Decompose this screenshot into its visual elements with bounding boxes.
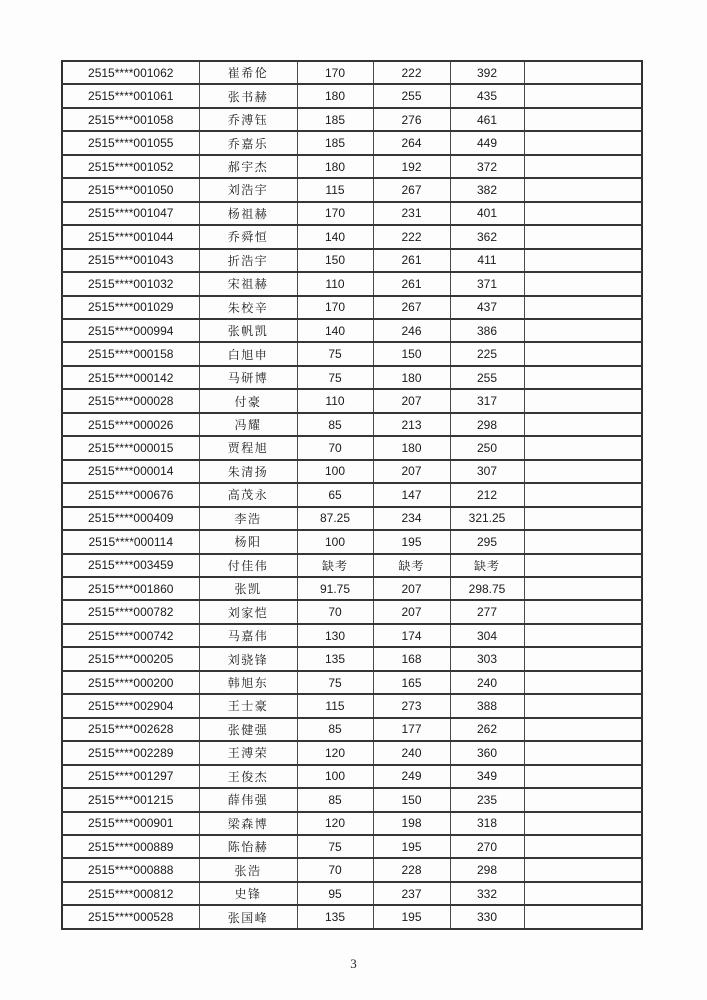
name-cell: 白旭申 bbox=[199, 342, 297, 365]
score1-cell: 115 bbox=[297, 178, 373, 201]
table-row bbox=[62, 84, 642, 107]
name-cell: 冯耀 bbox=[199, 413, 297, 436]
score2-cell: 207 bbox=[373, 577, 450, 600]
remark-cell bbox=[524, 249, 642, 272]
score1-cell: 100 bbox=[297, 530, 373, 553]
score2-cell: 273 bbox=[373, 694, 450, 717]
candidate-id-cell: 2515****000889 bbox=[62, 835, 199, 858]
total-cell: 362 bbox=[450, 225, 524, 248]
score2-cell: 165 bbox=[373, 671, 450, 694]
total-cell: 461 bbox=[450, 108, 524, 131]
name-cell: 宋祖赫 bbox=[199, 272, 297, 295]
score-table bbox=[61, 60, 643, 930]
total-cell: 277 bbox=[450, 600, 524, 623]
table-row bbox=[62, 202, 642, 225]
name-cell: 付佳伟 bbox=[199, 554, 297, 577]
candidate-id-cell: 2515****000528 bbox=[62, 905, 199, 929]
score1-cell: 135 bbox=[297, 647, 373, 670]
name-cell: 张凯 bbox=[199, 577, 297, 600]
score2-cell: 240 bbox=[373, 741, 450, 764]
score2-cell: 198 bbox=[373, 812, 450, 835]
candidate-id-cell: 2515****000409 bbox=[62, 507, 199, 530]
table-row bbox=[62, 600, 642, 623]
score2-cell: 261 bbox=[373, 272, 450, 295]
remark-cell bbox=[524, 530, 642, 553]
table-row bbox=[62, 272, 642, 295]
name-cell: 杨阳 bbox=[199, 530, 297, 553]
score1-cell: 135 bbox=[297, 905, 373, 929]
candidate-id-cell: 2515****001050 bbox=[62, 178, 199, 201]
score1-cell: 75 bbox=[297, 671, 373, 694]
score1-cell: 170 bbox=[297, 202, 373, 225]
score2-cell: 264 bbox=[373, 131, 450, 154]
candidate-id-cell: 2515****001215 bbox=[62, 788, 199, 811]
table-row bbox=[62, 671, 642, 694]
table-row bbox=[62, 530, 642, 553]
score2-cell: 249 bbox=[373, 765, 450, 788]
score1-cell: 115 bbox=[297, 694, 373, 717]
remark-cell bbox=[524, 178, 642, 201]
candidate-id-cell: 2515****001061 bbox=[62, 84, 199, 107]
score1-cell: 150 bbox=[297, 249, 373, 272]
score2-cell: 207 bbox=[373, 460, 450, 483]
name-cell: 张国峰 bbox=[199, 905, 297, 929]
remark-cell bbox=[524, 202, 642, 225]
table-row bbox=[62, 249, 642, 272]
table-row bbox=[62, 507, 642, 530]
remark-cell bbox=[524, 84, 642, 107]
remark-cell bbox=[524, 366, 642, 389]
name-cell: 付豪 bbox=[199, 389, 297, 412]
total-cell: 295 bbox=[450, 530, 524, 553]
table-row bbox=[62, 319, 642, 342]
score2-cell: 246 bbox=[373, 319, 450, 342]
table-row bbox=[62, 296, 642, 319]
score1-cell: 170 bbox=[297, 296, 373, 319]
candidate-id-cell: 2515****000742 bbox=[62, 624, 199, 647]
candidate-id-cell: 2515****000205 bbox=[62, 647, 199, 670]
score2-cell: 195 bbox=[373, 835, 450, 858]
table-row bbox=[62, 694, 642, 717]
candidate-id-cell: 2515****001062 bbox=[62, 61, 199, 84]
name-cell: 刘浩宇 bbox=[199, 178, 297, 201]
name-cell: 马嘉伟 bbox=[199, 624, 297, 647]
remark-cell bbox=[524, 858, 642, 881]
table-row bbox=[62, 765, 642, 788]
score1-cell: 85 bbox=[297, 788, 373, 811]
total-cell: 225 bbox=[450, 342, 524, 365]
score1-cell: 185 bbox=[297, 131, 373, 154]
candidate-id-cell: 2515****000114 bbox=[62, 530, 199, 553]
score2-cell: 180 bbox=[373, 436, 450, 459]
score1-cell: 75 bbox=[297, 835, 373, 858]
remark-cell bbox=[524, 342, 642, 365]
candidate-id-cell: 2515****002289 bbox=[62, 741, 199, 764]
remark-cell bbox=[524, 554, 642, 577]
total-cell: 437 bbox=[450, 296, 524, 319]
score1-cell: 120 bbox=[297, 812, 373, 835]
total-cell: 321.25 bbox=[450, 507, 524, 530]
name-cell: 陈怡赫 bbox=[199, 835, 297, 858]
table-row bbox=[62, 788, 642, 811]
name-cell: 韩旭东 bbox=[199, 671, 297, 694]
name-cell: 王士豪 bbox=[199, 694, 297, 717]
candidate-id-cell: 2515****000994 bbox=[62, 319, 199, 342]
total-cell: 298 bbox=[450, 413, 524, 436]
score2-cell: 177 bbox=[373, 718, 450, 741]
table-row bbox=[62, 647, 642, 670]
table-row bbox=[62, 460, 642, 483]
score1-cell: 170 bbox=[297, 61, 373, 84]
page-number: 3 bbox=[350, 956, 357, 971]
score2-cell: 222 bbox=[373, 225, 450, 248]
candidate-id-cell: 2515****001058 bbox=[62, 108, 199, 131]
total-cell: 382 bbox=[450, 178, 524, 201]
table-row bbox=[62, 905, 642, 929]
total-cell: 212 bbox=[450, 483, 524, 506]
total-cell: 缺考 bbox=[450, 554, 524, 577]
candidate-id-cell: 2515****000901 bbox=[62, 812, 199, 835]
total-cell: 318 bbox=[450, 812, 524, 835]
name-cell: 杨祖赫 bbox=[199, 202, 297, 225]
score2-cell: 261 bbox=[373, 249, 450, 272]
score1-cell: 70 bbox=[297, 858, 373, 881]
score1-cell: 185 bbox=[297, 108, 373, 131]
name-cell: 马研博 bbox=[199, 366, 297, 389]
candidate-id-cell: 2515****001055 bbox=[62, 131, 199, 154]
name-cell: 乔舜恒 bbox=[199, 225, 297, 248]
table-row bbox=[62, 858, 642, 881]
score2-cell: 174 bbox=[373, 624, 450, 647]
table-row bbox=[62, 389, 642, 412]
score1-cell: 140 bbox=[297, 225, 373, 248]
remark-cell bbox=[524, 507, 642, 530]
candidate-id-cell: 2515****000200 bbox=[62, 671, 199, 694]
table-row bbox=[62, 718, 642, 741]
total-cell: 349 bbox=[450, 765, 524, 788]
score1-cell: 100 bbox=[297, 765, 373, 788]
table-row bbox=[62, 61, 642, 84]
score2-cell: 207 bbox=[373, 600, 450, 623]
score1-cell: 缺考 bbox=[297, 554, 373, 577]
remark-cell bbox=[524, 436, 642, 459]
total-cell: 255 bbox=[450, 366, 524, 389]
total-cell: 270 bbox=[450, 835, 524, 858]
score2-cell: 255 bbox=[373, 84, 450, 107]
score1-cell: 75 bbox=[297, 342, 373, 365]
total-cell: 360 bbox=[450, 741, 524, 764]
score1-cell: 87.25 bbox=[297, 507, 373, 530]
candidate-id-cell: 2515****000676 bbox=[62, 483, 199, 506]
table-row bbox=[62, 554, 642, 577]
remark-cell bbox=[524, 624, 642, 647]
candidate-id-cell: 2515****000015 bbox=[62, 436, 199, 459]
name-cell: 张浩 bbox=[199, 858, 297, 881]
table-row bbox=[62, 483, 642, 506]
total-cell: 235 bbox=[450, 788, 524, 811]
name-cell: 崔希伦 bbox=[199, 61, 297, 84]
name-cell: 王俊杰 bbox=[199, 765, 297, 788]
total-cell: 386 bbox=[450, 319, 524, 342]
name-cell: 乔嘉乐 bbox=[199, 131, 297, 154]
score1-cell: 110 bbox=[297, 389, 373, 412]
total-cell: 307 bbox=[450, 460, 524, 483]
score1-cell: 130 bbox=[297, 624, 373, 647]
total-cell: 262 bbox=[450, 718, 524, 741]
table-row bbox=[62, 413, 642, 436]
candidate-id-cell: 2515****000026 bbox=[62, 413, 199, 436]
table-row bbox=[62, 225, 642, 248]
table-row bbox=[62, 577, 642, 600]
total-cell: 371 bbox=[450, 272, 524, 295]
name-cell: 刘骁锋 bbox=[199, 647, 297, 670]
remark-cell bbox=[524, 741, 642, 764]
score2-cell: 267 bbox=[373, 178, 450, 201]
remark-cell bbox=[524, 905, 642, 929]
remark-cell bbox=[524, 577, 642, 600]
remark-cell bbox=[524, 694, 642, 717]
name-cell: 李浩 bbox=[199, 507, 297, 530]
total-cell: 388 bbox=[450, 694, 524, 717]
table-row bbox=[62, 178, 642, 201]
score1-cell: 70 bbox=[297, 600, 373, 623]
remark-cell bbox=[524, 483, 642, 506]
score1-cell: 70 bbox=[297, 436, 373, 459]
name-cell: 薛伟强 bbox=[199, 788, 297, 811]
score2-cell: 195 bbox=[373, 905, 450, 929]
table-row bbox=[62, 812, 642, 835]
score1-cell: 85 bbox=[297, 413, 373, 436]
score2-cell: 147 bbox=[373, 483, 450, 506]
score2-cell: 192 bbox=[373, 155, 450, 178]
score1-cell: 91.75 bbox=[297, 577, 373, 600]
remark-cell bbox=[524, 131, 642, 154]
candidate-id-cell: 2515****001297 bbox=[62, 765, 199, 788]
score1-cell: 180 bbox=[297, 155, 373, 178]
candidate-id-cell: 2515****000028 bbox=[62, 389, 199, 412]
name-cell: 梁森博 bbox=[199, 812, 297, 835]
total-cell: 392 bbox=[450, 61, 524, 84]
remark-cell bbox=[524, 108, 642, 131]
candidate-id-cell: 2515****000782 bbox=[62, 600, 199, 623]
score1-cell: 75 bbox=[297, 366, 373, 389]
name-cell: 张书赫 bbox=[199, 84, 297, 107]
candidate-id-cell: 2515****000888 bbox=[62, 858, 199, 881]
total-cell: 303 bbox=[450, 647, 524, 670]
score2-cell: 缺考 bbox=[373, 554, 450, 577]
score1-cell: 100 bbox=[297, 460, 373, 483]
table-row bbox=[62, 108, 642, 131]
total-cell: 449 bbox=[450, 131, 524, 154]
score1-cell: 180 bbox=[297, 84, 373, 107]
score2-cell: 150 bbox=[373, 342, 450, 365]
candidate-id-cell: 2515****000158 bbox=[62, 342, 199, 365]
name-cell: 朱清扬 bbox=[199, 460, 297, 483]
remark-cell bbox=[524, 272, 642, 295]
score2-cell: 207 bbox=[373, 389, 450, 412]
remark-cell bbox=[524, 319, 642, 342]
name-cell: 朱校辛 bbox=[199, 296, 297, 319]
total-cell: 304 bbox=[450, 624, 524, 647]
remark-cell bbox=[524, 835, 642, 858]
candidate-id-cell: 2515****001043 bbox=[62, 249, 199, 272]
remark-cell bbox=[524, 413, 642, 436]
score2-cell: 168 bbox=[373, 647, 450, 670]
candidate-id-cell: 2515****001044 bbox=[62, 225, 199, 248]
score-table-body bbox=[62, 61, 642, 929]
table-row bbox=[62, 155, 642, 178]
name-cell: 折浩宇 bbox=[199, 249, 297, 272]
score2-cell: 222 bbox=[373, 61, 450, 84]
name-cell: 王溥荣 bbox=[199, 741, 297, 764]
table-row bbox=[62, 366, 642, 389]
candidate-id-cell: 2515****000142 bbox=[62, 366, 199, 389]
score2-cell: 234 bbox=[373, 507, 450, 530]
score2-cell: 195 bbox=[373, 530, 450, 553]
remark-cell bbox=[524, 647, 642, 670]
remark-cell bbox=[524, 389, 642, 412]
score2-cell: 276 bbox=[373, 108, 450, 131]
score1-cell: 65 bbox=[297, 483, 373, 506]
total-cell: 298 bbox=[450, 858, 524, 881]
total-cell: 411 bbox=[450, 249, 524, 272]
total-cell: 250 bbox=[450, 436, 524, 459]
remark-cell bbox=[524, 812, 642, 835]
total-cell: 435 bbox=[450, 84, 524, 107]
remark-cell bbox=[524, 600, 642, 623]
remark-cell bbox=[524, 155, 642, 178]
candidate-id-cell: 2515****001047 bbox=[62, 202, 199, 225]
remark-cell bbox=[524, 882, 642, 905]
score2-cell: 150 bbox=[373, 788, 450, 811]
name-cell: 张帆凯 bbox=[199, 319, 297, 342]
candidate-id-cell: 2515****000812 bbox=[62, 882, 199, 905]
total-cell: 317 bbox=[450, 389, 524, 412]
table-row bbox=[62, 342, 642, 365]
score2-cell: 180 bbox=[373, 366, 450, 389]
total-cell: 332 bbox=[450, 882, 524, 905]
table-row bbox=[62, 131, 642, 154]
remark-cell bbox=[524, 718, 642, 741]
remark-cell bbox=[524, 296, 642, 319]
score2-cell: 213 bbox=[373, 413, 450, 436]
candidate-id-cell: 2515****001029 bbox=[62, 296, 199, 319]
name-cell: 乔溥钰 bbox=[199, 108, 297, 131]
candidate-id-cell: 2515****002628 bbox=[62, 718, 199, 741]
total-cell: 372 bbox=[450, 155, 524, 178]
score1-cell: 120 bbox=[297, 741, 373, 764]
remark-cell bbox=[524, 788, 642, 811]
name-cell: 张健强 bbox=[199, 718, 297, 741]
candidate-id-cell: 2515****002904 bbox=[62, 694, 199, 717]
remark-cell bbox=[524, 460, 642, 483]
score2-cell: 267 bbox=[373, 296, 450, 319]
candidate-id-cell: 2515****001032 bbox=[62, 272, 199, 295]
candidate-id-cell: 2515****001860 bbox=[62, 577, 199, 600]
score1-cell: 95 bbox=[297, 882, 373, 905]
score1-cell: 110 bbox=[297, 272, 373, 295]
name-cell: 高茂永 bbox=[199, 483, 297, 506]
candidate-id-cell: 2515****003459 bbox=[62, 554, 199, 577]
score2-cell: 231 bbox=[373, 202, 450, 225]
total-cell: 298.75 bbox=[450, 577, 524, 600]
remark-cell bbox=[524, 225, 642, 248]
table-row bbox=[62, 624, 642, 647]
score2-cell: 228 bbox=[373, 858, 450, 881]
name-cell: 郝宇杰 bbox=[199, 155, 297, 178]
score2-cell: 237 bbox=[373, 882, 450, 905]
total-cell: 401 bbox=[450, 202, 524, 225]
remark-cell bbox=[524, 671, 642, 694]
table-row bbox=[62, 882, 642, 905]
name-cell: 刘家恺 bbox=[199, 600, 297, 623]
candidate-id-cell: 2515****000014 bbox=[62, 460, 199, 483]
score1-cell: 140 bbox=[297, 319, 373, 342]
remark-cell bbox=[524, 61, 642, 84]
table-row bbox=[62, 741, 642, 764]
total-cell: 330 bbox=[450, 905, 524, 929]
table-row bbox=[62, 436, 642, 459]
candidate-id-cell: 2515****001052 bbox=[62, 155, 199, 178]
total-cell: 240 bbox=[450, 671, 524, 694]
remark-cell bbox=[524, 765, 642, 788]
score1-cell: 85 bbox=[297, 718, 373, 741]
name-cell: 史锋 bbox=[199, 882, 297, 905]
name-cell: 贾程旭 bbox=[199, 436, 297, 459]
table-row bbox=[62, 835, 642, 858]
